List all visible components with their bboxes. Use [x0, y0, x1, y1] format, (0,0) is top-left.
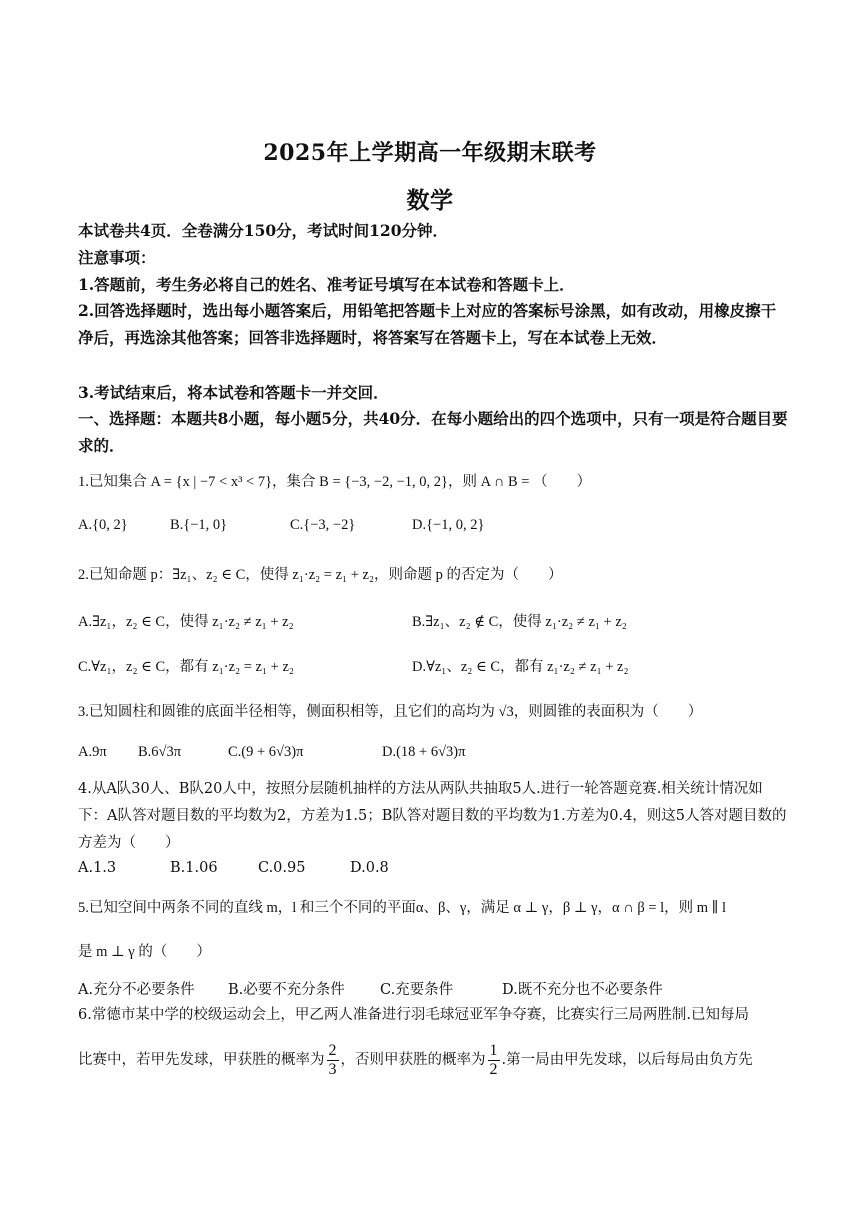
q3-option-a: A.9π: [78, 744, 107, 760]
section1-heading: 一、选择题：本题共8小题，每小题5分，共40分．在每小题给出的四个选项中，只有一项是符合题目要求的．: [78, 409, 788, 455]
q1-option-c: C.{−3, −2}: [290, 517, 356, 533]
q6-fraction-1-numerator: 2: [328, 1041, 337, 1059]
q5-stem-line2: 是 m ⊥ γ 的（ ）: [78, 944, 211, 960]
q2-option-d: D.∀z₁、z₂ ∈ C，都有 z₁·z₂ ≠ z₁ + z₂: [412, 659, 629, 675]
q6-text-post: .第一局由甲先发球，以后每局由负方先: [501, 1052, 753, 1068]
q2-stem: 2.已知命题 p：∃z₁、z₂ ∈ C，使得 z₁·z₂ = z₁ + z₂，则命题 p 的否定为（ ）: [78, 567, 563, 583]
q5-stem-line1: 5.已知空间中两条不同的直线 m，l 和三个不同的平面α、β、γ，满足 α ⊥ γ，β ⊥ γ，α ∩ β = l，则 m ∥ l: [78, 900, 727, 916]
q3-stem: 3.已知圆柱和圆锥的底面半径相等，侧面积相等，且它们的高均为 √3，则圆锥的表面积为（ ）: [78, 704, 703, 720]
q6-stem-line2: [78, 1040, 790, 1080]
q6-fraction-2-denominator: 2: [489, 1060, 498, 1078]
q5-option-b: B.必要不充分条件: [228, 982, 345, 998]
note-2: 2.回答选择题时，选出每小题答案后，用铅笔把答题卡上对应的答案标号涂黑，如有改动，用橡皮擦干净后，再选涂其他答案；回答非选择题时，将答案写在答题卡上，写在本试卷上无效．: [78, 301, 777, 347]
q6-fraction-1: [327, 1042, 339, 1079]
q5-option-c: C.充要条件: [380, 982, 454, 998]
note-3: 3.考试结束后，将本试卷和答题卡一并交回．: [78, 383, 389, 402]
q2-option-c: C.∀z₁，z₂ ∈ C，都有 z₁·z₂ = z₁ + z₂: [78, 659, 294, 675]
q1-stem: 1.已知集合 A = {x | −7 < x³ < 7}，集合 B = {−3, −2, −1, 0, 2}，则 A ∩ B = （ ）: [78, 474, 592, 490]
q1-option-a: A.{0, 2}: [78, 517, 128, 533]
q6-fraction-1-denominator: 3: [328, 1060, 337, 1078]
q6-fraction-2: [488, 1042, 500, 1079]
q3-option-b: B.6√3π: [138, 744, 182, 760]
q4-option-a: A.1.3: [78, 860, 117, 876]
q4-option-b: B.1.06: [170, 860, 218, 876]
subject-title: 数学: [406, 187, 454, 214]
q1-option-b: B.{−1, 0}: [170, 517, 228, 533]
exam-intro: 本试卷共4页．全卷满分150分，考试时间120分钟．: [78, 221, 448, 240]
note-1: 1.答题前，考生务必将自己的姓名、准考证号填写在本试卷和答题卡上．: [78, 275, 575, 294]
q4-option-d: D.0.8: [350, 860, 389, 876]
q6-text-mid: ，否则甲获胜的概率为: [340, 1052, 486, 1068]
q6-stem-line1: 6.常德市某中学的校级运动会上，甲乙两人准备进行羽毛球冠亚军争夺赛，比赛实行三局两胜制.已知每局: [78, 1007, 749, 1023]
exam-title: 2025年上学期高一年级期末联考: [263, 140, 597, 166]
q2-option-a: A.∃z₁，z₂ ∈ C，使得 z₁·z₂ ≠ z₁ + z₂: [78, 614, 294, 630]
q5-option-a: A.充分不必要条件: [78, 982, 195, 998]
q4-option-c: C.0.95: [258, 860, 306, 876]
q1-option-d: D.{−1, 0, 2}: [412, 517, 485, 533]
q3-option-c: C.(9 + 6√3)π: [228, 744, 304, 760]
q6-text-pre: 比赛中，若甲先发球，甲获胜的概率为: [78, 1052, 325, 1068]
q3-option-d: D.(18 + 6√3)π: [382, 744, 466, 760]
notes-title: 注意事项：: [78, 248, 156, 267]
q4-stem: 4.从A队30人、B队20人中，按照分层随机抽样的方法从两队共抽取5人.进行一轮答题竞赛.相关统计情况如下：A队答对题目数的平均数为2，方差为1.5；B队答对题目数的平均数为1.方差为0.4，则这5人答对题目数的方差为（ ）: [78, 781, 787, 851]
q2-option-b: B.∃z₁、z₂ ∉ C，使得 z₁·z₂ ≠ z₁ + z₂: [412, 614, 627, 630]
q6-fraction-2-numerator: 1: [489, 1041, 498, 1059]
q5-option-d: D.既不充分也不必要条件: [502, 982, 663, 998]
